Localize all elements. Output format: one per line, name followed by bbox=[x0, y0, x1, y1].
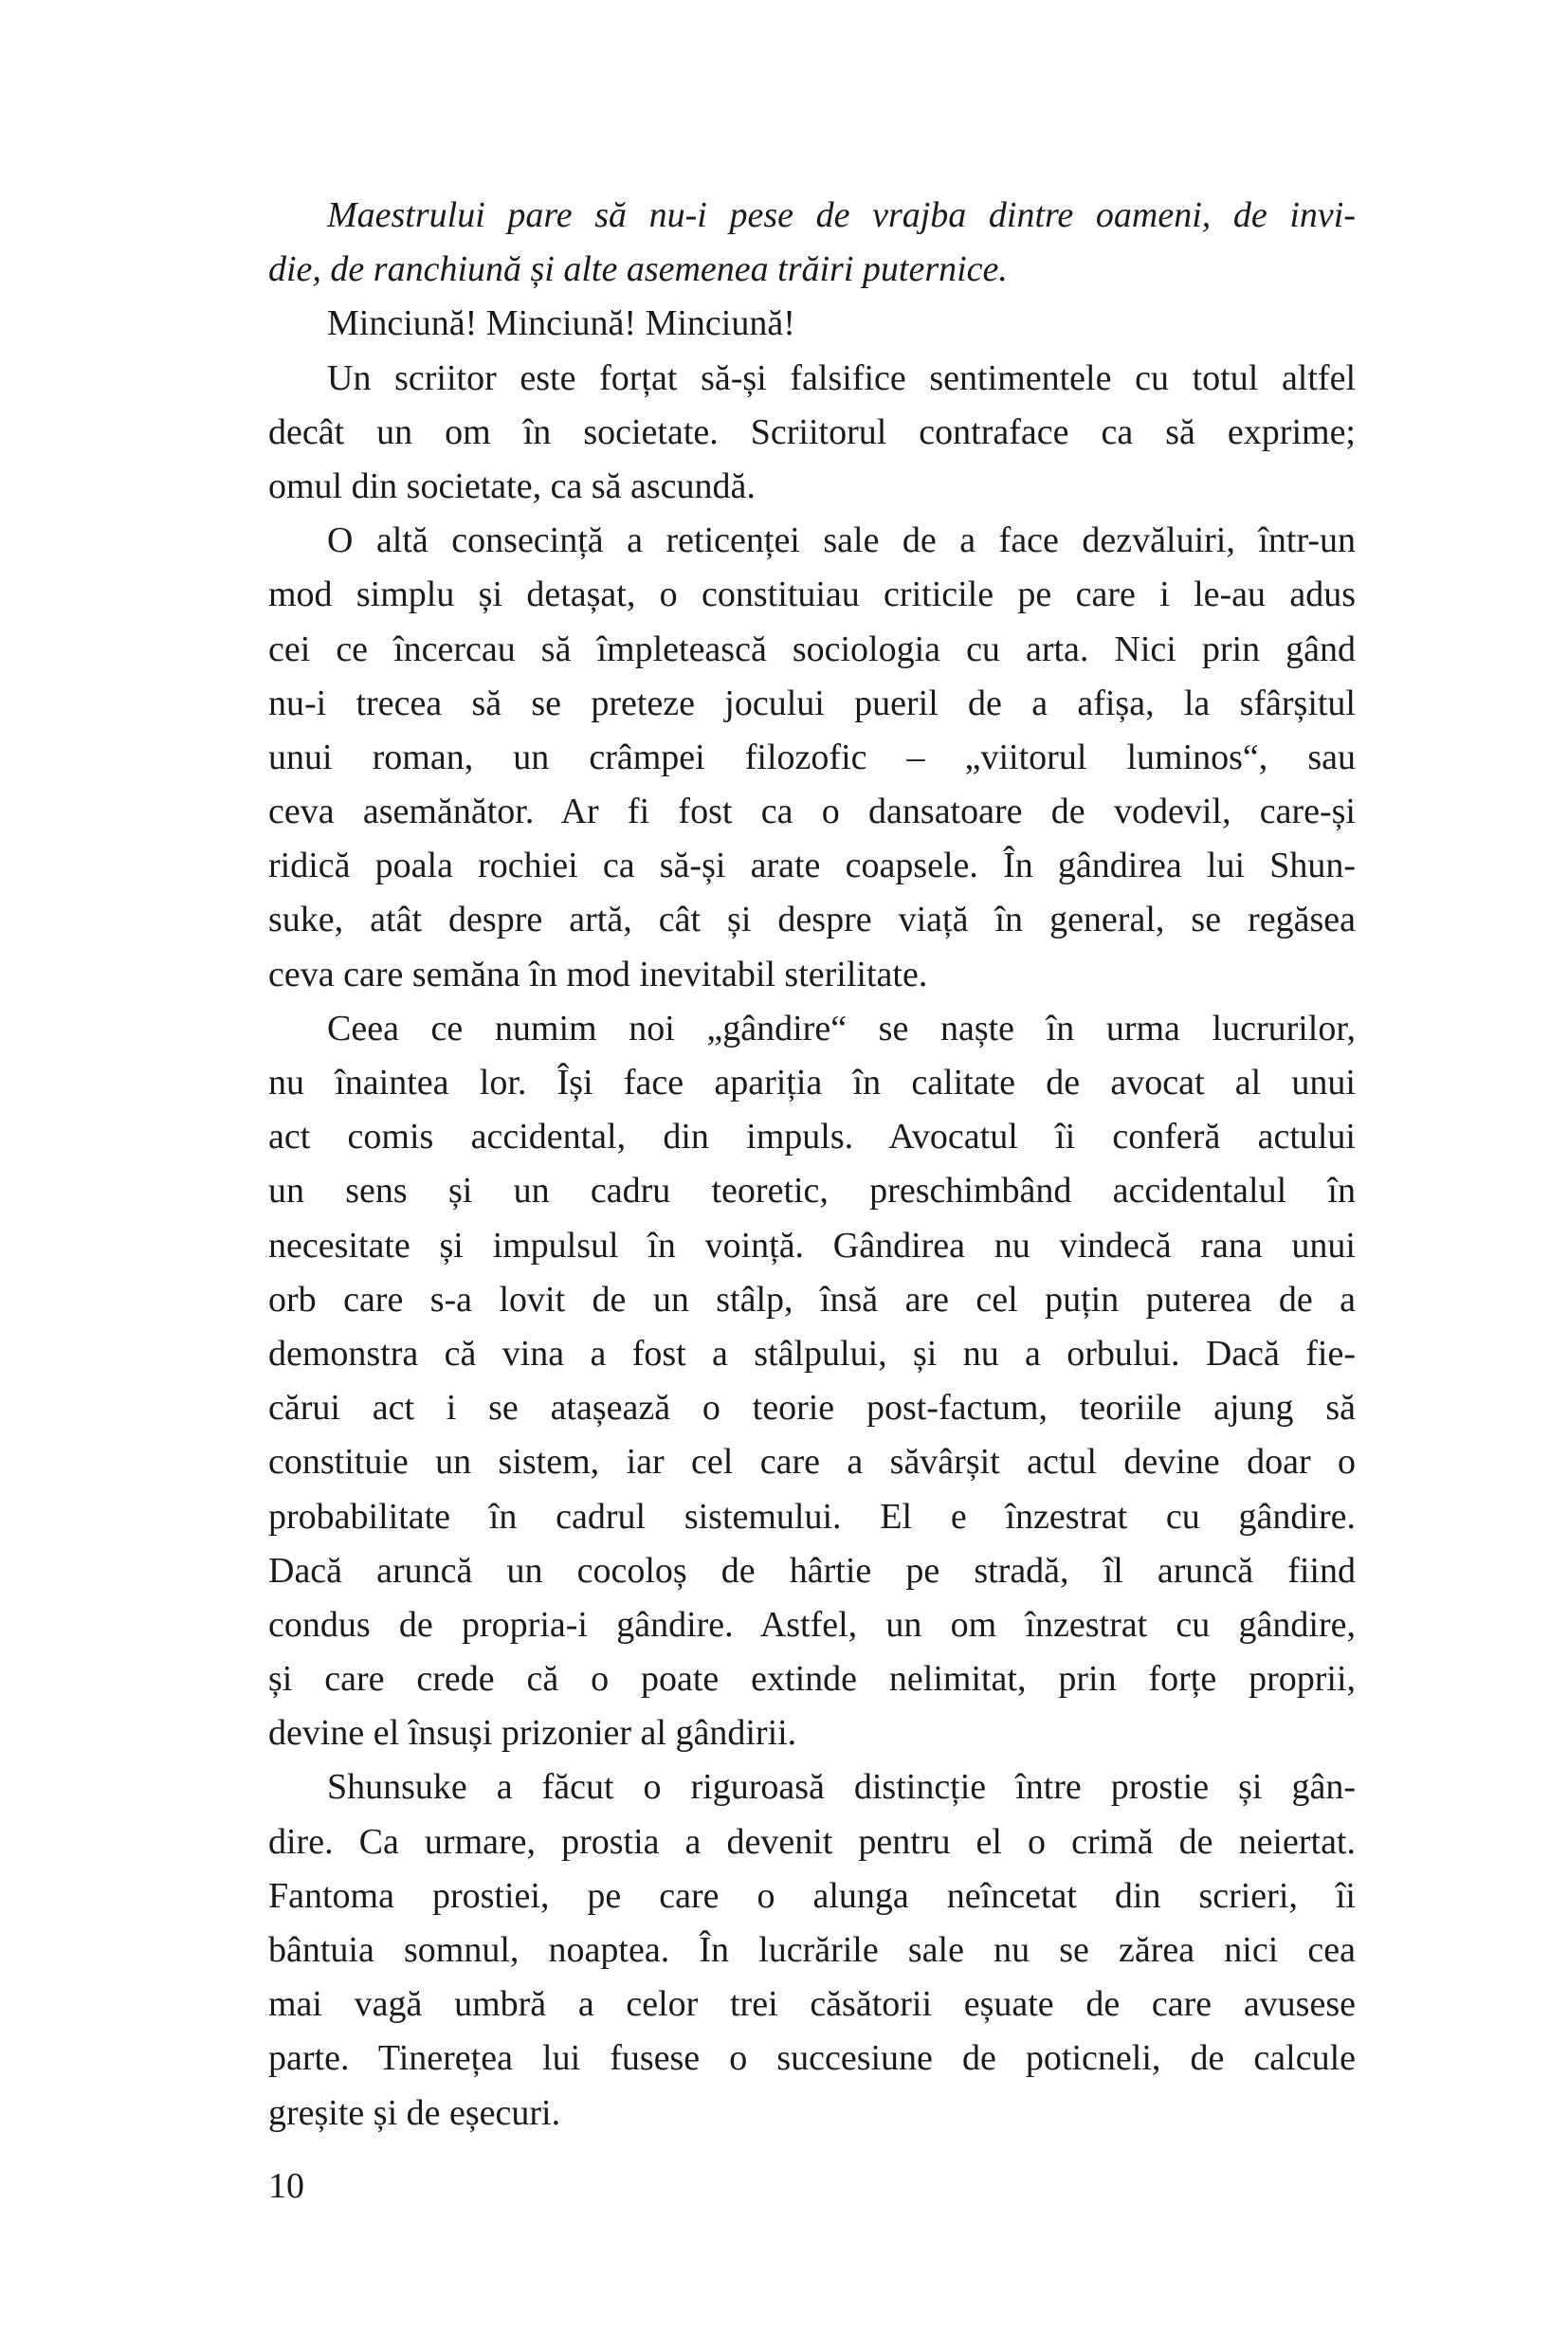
text-line: demonstra că vina a fost a stâlpului, și nu a orbului. Dacă fie- bbox=[268, 1333, 1356, 1374]
body-text bbox=[268, 189, 1356, 2141]
text-line: devine el însuși prizonier al gândirii. bbox=[268, 1713, 797, 1754]
text-line: decât un om în societate. Scriitorul contraface ca să exprime; bbox=[268, 411, 1356, 452]
text-line: Maestrului pare să nu-i pese de vrajba dintre oameni, de invi- bbox=[327, 195, 1356, 235]
text-line: omul din societate, ca să ascundă. bbox=[268, 465, 756, 506]
paragraph bbox=[268, 514, 1356, 1002]
text-line: mod simplu și detașat, o constituiau criticile pe care i le-au adus bbox=[268, 574, 1356, 615]
text-line: nu-i trecea să se preteze jocului pueril de a afișa, la sfârșitul bbox=[268, 683, 1356, 723]
text-line: mai vagă umbră a celor trei căsătorii eșuate de care avusese bbox=[268, 1984, 1356, 2025]
paragraph bbox=[268, 1760, 1356, 2140]
text-line: Ceea ce numim noi „gândire“ se naște în urma lucrurilor, bbox=[327, 1008, 1356, 1048]
page-number: 10 bbox=[268, 2166, 304, 2206]
text-line: die, de ranchiună și alte asemenea trăiri puternice. bbox=[268, 249, 1008, 290]
text-line: parte. Tinerețea lui fusese o succesiune de poticneli, de calcule bbox=[268, 2038, 1356, 2079]
text-line: și care crede că o poate extinde nelimitat, prin forțe proprii, bbox=[268, 1659, 1356, 1700]
text-line: bântuia somnul, noaptea. În lucrările sale nu se zărea nici cea bbox=[268, 1930, 1356, 1970]
paragraph bbox=[268, 352, 1356, 515]
paragraph bbox=[268, 189, 1356, 297]
text-line: greșite și de eșecuri. bbox=[268, 2092, 561, 2133]
text-line: act comis accidental, din impuls. Avocatul îi conferă actului bbox=[268, 1117, 1356, 1157]
paragraph bbox=[268, 1002, 1356, 1761]
text-line: unui roman, un crâmpei filozofic – „viitorul luminos“, sau bbox=[268, 737, 1356, 777]
text-line: nu înaintea lor. Își face apariția în calitate de avocat al unui bbox=[268, 1063, 1356, 1103]
text-line: suke, atât despre artă, cât și despre viață în general, se regăsea bbox=[268, 900, 1356, 940]
text-line: un sens și un cadru teoretic, preschimbând accidentalul în bbox=[268, 1171, 1356, 1212]
text-line: ridică poala rochiei ca să-și arate coapsele. În gândirea lui Shun- bbox=[268, 846, 1356, 886]
text-line: ceva asemănător. Ar fi fost ca o dansatoare de vodevil, care-și bbox=[268, 792, 1356, 832]
text-line: ceva care semăna în mod inevitabil sterilitate. bbox=[268, 954, 928, 994]
text-line: condus de propria-i gândire. Astfel, un om înzestrat cu gândire, bbox=[268, 1604, 1356, 1645]
text-line: orb care s-a lovit de un stâlp, însă are cel puțin puterea de a bbox=[268, 1279, 1356, 1320]
text-line: Shunsuke a făcut o riguroasă distincție între prostie și gân- bbox=[327, 1767, 1356, 1808]
text-line: cei ce încercau să împletească sociologia cu arta. Nici prin gând bbox=[268, 629, 1356, 669]
text-line: Un scriitor este forțat să-și falsifice sentimentele cu totul altfel bbox=[327, 357, 1356, 398]
text-line: cărui act i se atașează o teorie post-factum, teoriile ajung să bbox=[268, 1388, 1356, 1429]
text-line: constituie un sistem, iar cel care a săvârșit actul devine doar o bbox=[268, 1442, 1356, 1483]
text-line: Minciună! Minciună! Minciună! bbox=[327, 303, 795, 344]
text-line: necesitate și impulsul în voință. Gândirea nu vindecă rana unui bbox=[268, 1225, 1356, 1266]
text-line: probabilitate în cadrul sistemului. El e înzestrat cu gândire. bbox=[268, 1496, 1356, 1537]
text-line: dire. Ca urmare, prostia a devenit pentru el o crimă de neiertat. bbox=[268, 1821, 1356, 1862]
text-line: Fantoma prostiei, pe care o alunga neîncetat din scrieri, îi bbox=[268, 1875, 1356, 1916]
text-line: Dacă aruncă un cocoloș de hârtie pe stradă, îl aruncă fiind bbox=[268, 1550, 1356, 1591]
paragraph bbox=[268, 297, 1356, 351]
text-line: O altă consecință a reticenței sale de a face dezvăluiri, într-un bbox=[327, 520, 1356, 561]
